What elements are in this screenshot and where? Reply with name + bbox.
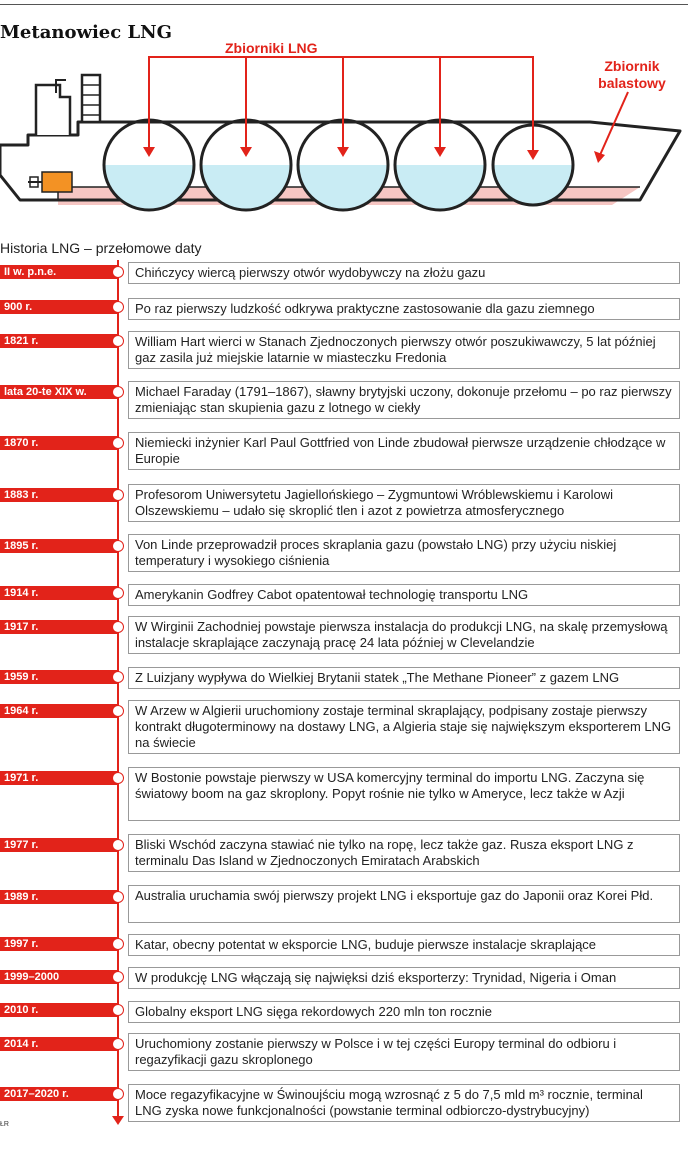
- event-text: Chińczycy wiercą pierwszy otwór wydobywczy na złożu gazu: [128, 262, 680, 284]
- timeline-dot: [112, 705, 124, 717]
- event-text: Profesorom Uniwersytetu Jagiellońskiego – Zygmuntowi Wróblewskiemu i Karolowi Olszewskiemu – udało się skroplić tlen i azot z powietrza atmosferycznego: [128, 484, 680, 522]
- timeline-dot: [112, 335, 124, 347]
- event-text: Amerykanin Godfrey Cabot opatentował technologię transportu LNG: [128, 584, 680, 606]
- date-label: 2017–2020 r.: [0, 1087, 118, 1101]
- author-credit: ŁR: [0, 1121, 9, 1128]
- event-text: Bliski Wschód zaczyna stawiać nie tylko na ropę, lecz także gaz. Rusza eksport LNG z terminalu Das Island w Zjednoczonych Emiratach Arabskich: [128, 834, 680, 872]
- date-label: 1883 r.: [0, 488, 118, 502]
- event-text: Moce regazyfikacyjne w Świnoujściu mogą wzrosnąć z 5 do 7,5 mld m³ rocznie, terminal LNG zyska nowe funkcjonalności (powstanie terminal odbiorczo-dystrybucyjny): [128, 1084, 680, 1122]
- timeline-dot: [112, 772, 124, 784]
- date-label: 1959 r.: [0, 670, 118, 684]
- timeline-dot: [112, 938, 124, 950]
- timeline-dot: [112, 1004, 124, 1016]
- date-label: 1999–2000: [0, 970, 118, 984]
- event-text: Globalny eksport LNG sięga rekordowych 220 mln ton rocznie: [128, 1001, 680, 1023]
- bridge-superstructure: [36, 75, 100, 135]
- event-text: Michael Faraday (1791–1867), sławny brytyjski uczony, dokonuje przełomu – po raz pierwszy zmieniając stan skupienia gazu z lotnego w ciekły: [128, 381, 680, 419]
- event-text: W produkcję LNG włączają się najwięksi dziś eksporterzy: Trynidad, Nigeria i Oman: [128, 967, 680, 989]
- date-label: II w. p.n.e.: [0, 265, 118, 279]
- event-text: Niemiecki inżynier Karl Paul Gottfried von Linde zbudował pierwsze urządzenie chłodzące w Europie: [128, 432, 680, 470]
- timeline-dot: [112, 671, 124, 683]
- date-label: 1870 r.: [0, 436, 118, 450]
- timeline-dot: [112, 266, 124, 278]
- event-text: W Wirginii Zachodniej powstaje pierwsza instalacja do produkcji LNG, na skalę przemysłową instalacje skraplające zaczynają pracę 24 lata później w Clevelandzie: [128, 616, 680, 654]
- event-text: W Arzew w Algierii uruchomiony zostaje terminal skraplający, podpisany zostaje pierwszy kontrakt długoterminowy na dostawy LNG, a Algieria staje się największym eksporterem LNG na świecie: [128, 700, 680, 754]
- timeline-dot: [112, 891, 124, 903]
- date-label: 1914 r.: [0, 586, 118, 600]
- date-label: 1821 r.: [0, 334, 118, 348]
- event-text: Po raz pierwszy ludzkość odkrywa praktyczne zastosowanie dla gazu ziemnego: [128, 298, 680, 320]
- page-title: Metanowiec LNG: [0, 22, 172, 43]
- timeline-dot: [112, 971, 124, 983]
- timeline-dot: [112, 587, 124, 599]
- event-text: Katar, obecny potentat w eksporcie LNG, buduje pierwsze instalacje skraplające: [128, 934, 680, 956]
- event-text: William Hart wierci w Stanach Zjednoczonych pierwszy otwór poszukiwawczy, 5 lat później gaz zasila już miejskie latarnie w miasteczku Fredonia: [128, 331, 680, 369]
- event-text: Von Linde przeprowadził proces skraplania gazu (powstało LNG) przy użyciu niskiej temperatury i wysokiego ciśnienia: [128, 534, 680, 572]
- ballast-tank-label: Zbiornik balastowy: [598, 58, 666, 91]
- date-label: lata 20-te XIX w.: [0, 385, 118, 399]
- timeline-dot: [112, 301, 124, 313]
- timeline-dot: [112, 839, 124, 851]
- date-label: 1977 r.: [0, 838, 118, 852]
- event-text: W Bostonie powstaje pierwszy w USA komercyjny terminal do importu LNG. Zaczyna się światowy boom na gaz skroplony. Popyt rośnie nie tylko w Ameryce, lecz także w Azji: [128, 767, 680, 821]
- date-label: 2014 r.: [0, 1037, 118, 1051]
- engine-block: [42, 172, 72, 192]
- timeline-dot: [112, 621, 124, 633]
- date-label: 1917 r.: [0, 620, 118, 634]
- tanks-label: Zbiorniki LNG: [225, 40, 318, 56]
- timeline-dot: [112, 489, 124, 501]
- timeline-dot: [112, 437, 124, 449]
- event-text: Uruchomiony zostanie pierwszy w Polsce i w tej części Europy terminal do odbioru i regazyfikacji gazu skroplonego: [128, 1033, 680, 1071]
- timeline-dot: [112, 386, 124, 398]
- lng-tanker-illustration: [0, 55, 698, 215]
- timeline-arrow: [112, 1116, 124, 1125]
- date-label: 1964 r.: [0, 704, 118, 718]
- date-label: 1971 r.: [0, 771, 118, 785]
- date-label: 2010 r.: [0, 1003, 118, 1017]
- date-label: 1997 r.: [0, 937, 118, 951]
- date-label: 900 r.: [0, 300, 118, 314]
- event-text: Z Luizjany wypływa do Wielkiej Brytanii statek „The Methane Pioneer” z gazem LNG: [128, 667, 680, 689]
- date-label: 1989 r.: [0, 890, 118, 904]
- timeline-dot: [112, 1038, 124, 1050]
- timeline-dot: [112, 540, 124, 552]
- event-text: Australia uruchamia swój pierwszy projekt LNG i eksportuje gaz do Japonii oraz Korei Płd.: [128, 885, 680, 923]
- timeline-dot: [112, 1088, 124, 1100]
- date-label: 1895 r.: [0, 539, 118, 553]
- history-title: Historia LNG – przełomowe daty: [0, 240, 202, 256]
- top-rule: [0, 4, 688, 5]
